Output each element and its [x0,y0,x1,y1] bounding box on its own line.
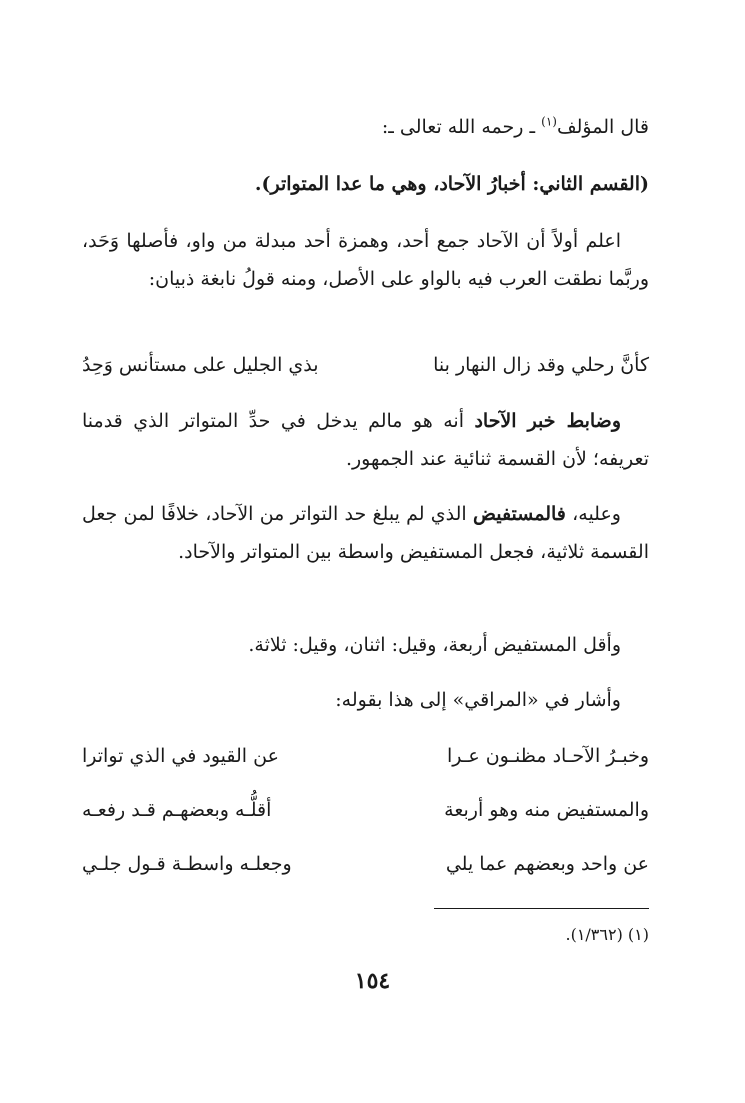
paragraph-ahad-definition: اعلم أولاً أن الآحاد جمع أحد، وهمزة أحد مبدلة من واو، فأصلها وَحَد، وربَّما نطقت العرب فيه بالواو على الأصل، ومنه قولُ نابغة ذبيان: [82,230,649,290]
ahad-criterion-text: أنه هو مالم يدخل في حدِّ المتواتر الذي قدمنا تعريفه؛ لأن القسمة ثنائية عند الجمهور. [82,410,649,470]
verse-second-hemistich: بذي الجليل على مستأنس وَحِدُ [82,354,319,376]
mustafid-term: فالمستفيض [472,503,566,525]
verse-second-hemistich: عن القيود في الذي تواترا [82,745,279,767]
paragraph-maraqi-intro: وأشار في «المراقي» إلى هذا بقوله: [335,689,621,711]
footnote-separator [434,908,649,909]
mustafid-lead: وعليه، [565,503,621,525]
verse-first-hemistich: وخبـرُ الآحـاد مظنـون عـرا [447,745,649,767]
footnote-marker[interactable]: (١) [541,114,557,129]
paragraph-mustafid [82,495,649,571]
verse-second-hemistich: وجعلـه واسطـة قـول جلـي [82,853,292,875]
author-intro-line [82,108,649,146]
maraqi-verse-2 [82,791,649,829]
verse-first-hemistich: كأنَّ رحلي وقد زال النهار بنا [433,354,649,376]
footnote-text: (١) (١/٣٦٢). [565,925,649,944]
verse-first-hemistich: عن واحد وبعضهم عما يلي [445,853,649,875]
author-intro-text: قال المؤلف [556,116,649,138]
page-number: ١٥٤ [354,968,391,994]
author-intro-tail: ـ رحمه الله تعالى ـ: [381,116,542,138]
verse-first-hemistich: والمستفيض منه وهو أربعة [444,799,649,821]
mustafid-text: الذي لم يبلغ حد التواتر من الآحاد، خلافًا لمن جعل القسمة ثلاثية، فجعل المستفيض واسطة بين المتواتر والآحاد. [82,503,649,563]
verse-nabigha [82,346,649,384]
paragraph-ahad-criterion [82,402,649,478]
maraqi-verse-1 [82,737,649,775]
section-title: (القسم الثاني: أخبارُ الآحاد، وهي ما عدا المتواتر). [254,173,649,195]
verse-second-hemistich: أقلُّـه وبعضهـم قـد رفعـه [82,799,272,821]
paragraph-mustafid-minimum: وأقل المستفيض أربعة، وقيل: اثنان، وقيل: ثلاثة. [248,634,621,656]
maraqi-verse-3 [82,845,649,883]
ahad-criterion-lead: وضابط خبر الآحاد [474,410,621,432]
